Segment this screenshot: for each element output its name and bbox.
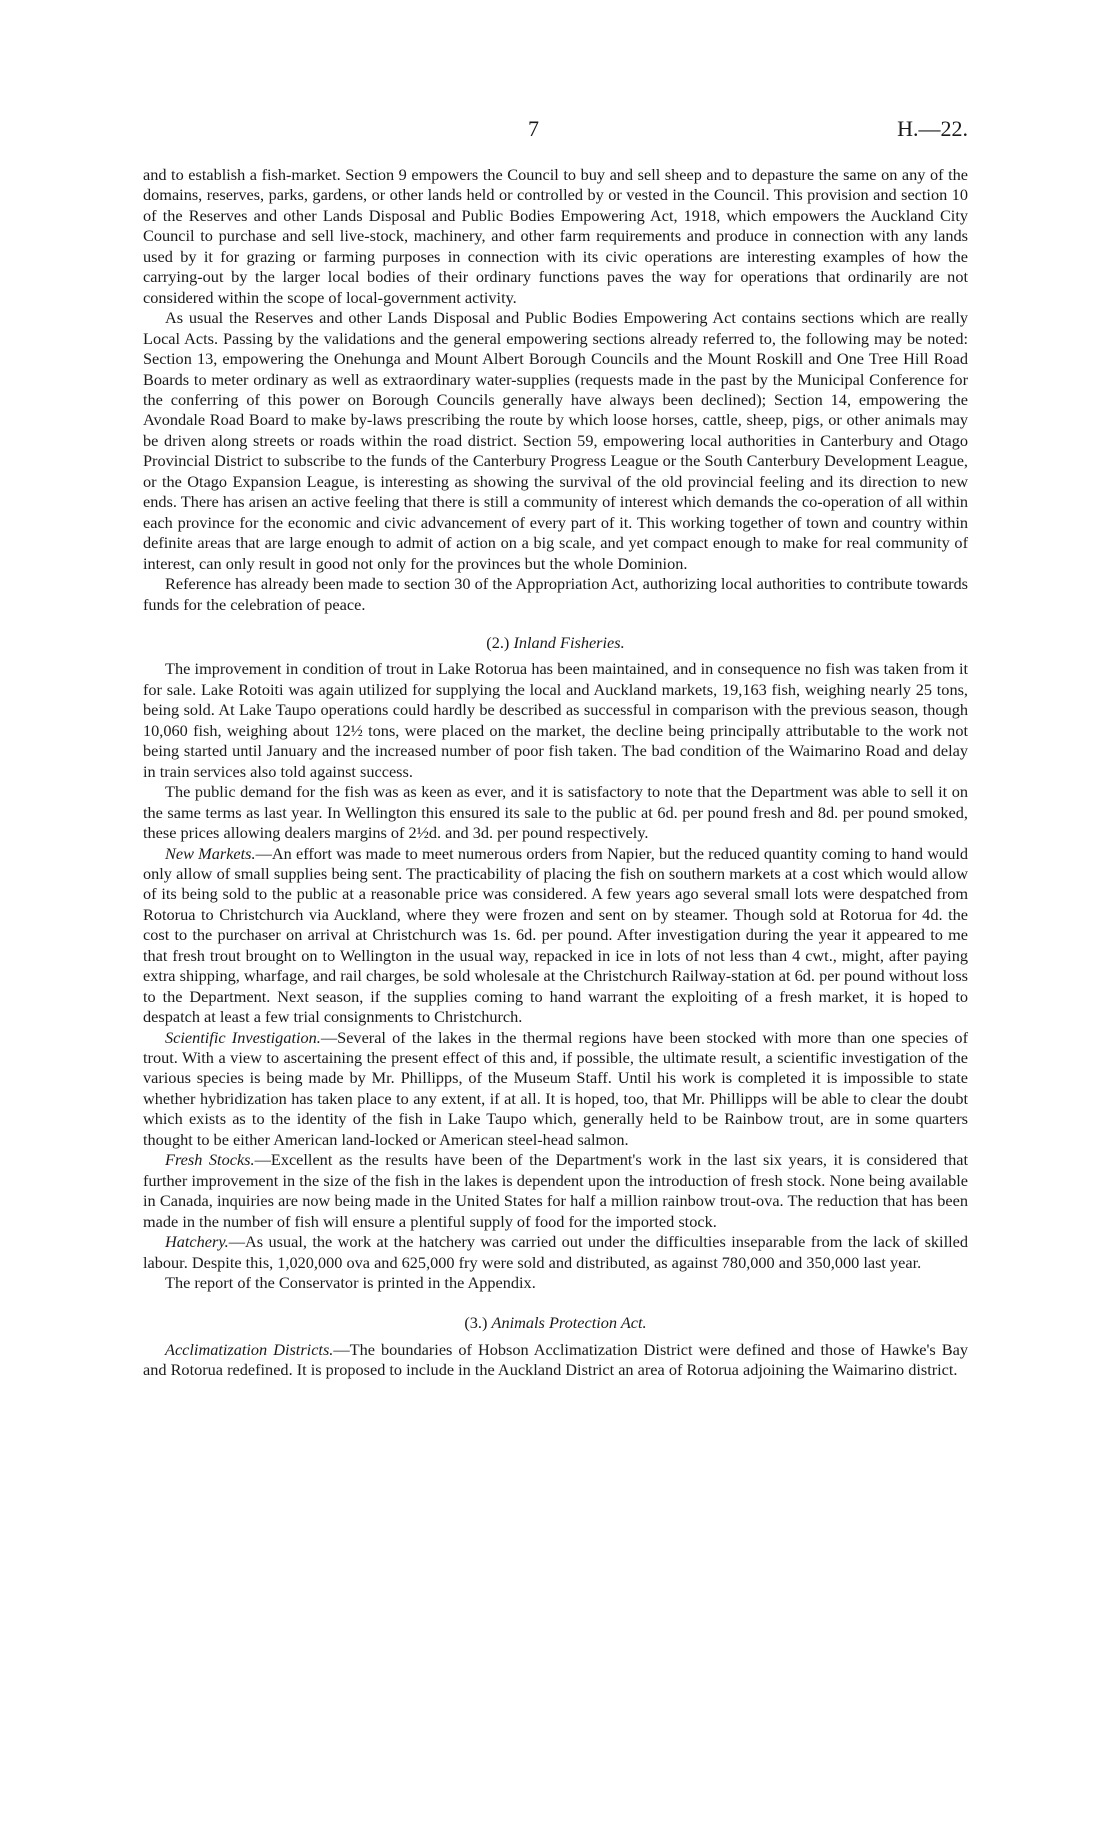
section-number: (3.) (464, 1313, 488, 1333)
section-number: (2.) (486, 632, 510, 652)
paragraph-text: —As usual, the work at the hatchery was carried out under the difficulties inseparable from the lack of skilled labour. Despite this, 1,020,000 ova and 625,000 fry were sold and distributed, as against 780,000 and 350,000 last year. (143, 1232, 968, 1272)
section-title: Inland Fisheries. (513, 632, 625, 652)
paragraph-lead: Scientific Investigation. (165, 1027, 321, 1047)
paragraph (143, 1340, 968, 1381)
paragraph (143, 1232, 968, 1273)
paragraph-lead: Acclimatization Districts. (165, 1339, 334, 1359)
paragraph: Reference has already been made to section 30 of the Appropriation Act, authorizing local authorities to contribute towards funds for the celebration of peace. (143, 574, 968, 614)
body-text (143, 165, 968, 1381)
paragraph-text: —The boundaries of Hobson Acclimatization District were defined and those of Hawke's Bay and Rotorua redefined. It is proposed to include in the Auckland District an area of Rotorua adjoining the Waimarino district. (143, 1339, 968, 1380)
paragraph: The public demand for the fish was as keen as ever, and it is satisfactory to note that the Department was able to sell it on the same terms as last year. In Wellington this ensured its sale to the public at 6d. per pound fresh and 8d. per pound smoked, these prices allowing dealers margins of 2½d. and 3d. per pound respectively. (143, 782, 968, 843)
document-reference: H.—22. (897, 116, 968, 141)
paragraph-lead: Fresh Stocks. (165, 1150, 255, 1170)
paragraph (143, 844, 968, 1028)
page-number: 7 (528, 116, 539, 141)
paragraph-text: —An effort was made to meet numerous orders from Napier, but the reduced quantity coming to hand would only allow of small supplies being sent. The practicability of placing the fish on southern markets at a cost which would allow of its being sold to the public at a reasonable price was considered. A few years ago several small lots were despatched from Rotorua to Christchurch via Auckland, where they were frozen and sent on by steamer. Though sold at Rotorua for 4d. the cost to the purchaser on arrival at Christchurch was 1s. 6d. per pound. After investigation during the year it appeared to me that fresh trout brought on to Wellington in the usual way, repacked in ice in lots of not less than 4 cwt., might, after paying extra shipping, wharfage, and rail charges, be sold wholesale at the Christchurch Railway-station at 6d. per pound without loss to the Department. Next season, if the supplies coming to hand warrant the exploiting of a fresh market, it is hoped to despatch at least a few trial consignments to Christchurch. (143, 843, 968, 1027)
paragraph-lead: Hatchery. (165, 1232, 229, 1252)
paragraph: and to establish a fish-market. Section 9 empowers the Council to buy and sell sheep and to depasture the same on any of the domains, reserves, parks, gardens, or other lands held or controlled by or vested in the Council. This provision and section 10 of the Reserves and other Lands Disposal and Public Bodies Empowering Act, 1918, which empowers the Auckland City Council to purchase and sell live-stock, machinery, and other farm requirements and produce in connection with any lands used by it for grazing or farming purposes in connection with its civic operations are interesting examples of how the carrying-out by the larger local bodies of their ordinary functions paves the way for operations that ordinarily are not considered within the scope of local-government activity. (143, 165, 968, 307)
paragraph: The report of the Conservator is printed in the Appendix. (165, 1273, 536, 1293)
paragraph-lead: New Markets. (165, 843, 256, 863)
paragraph: The improvement in condition of trout in Lake Rotorua has been maintained, and in consequence no fish was taken from it for sale. Lake Rotoiti was again utilized for supplying the local and Auckland markets, 19,163 fish, weighing nearly 25 tons, being sold. At Lake Taupo operations could hardly be described as successful in comparison with the previous season, though 10,060 fish, weighing about 12½ tons, were placed on the market, the decline being principally attributable to the work not being started until January and the increased number of poor fish taken. The bad condition of the Waimarino Road and delay in train services also told against success. (143, 659, 968, 781)
paragraph (143, 1028, 968, 1151)
section-title: Animals Protection Act. (491, 1313, 647, 1333)
section-heading-animals-protection-act (143, 1313, 968, 1333)
paragraph-text: —Excellent as the results have been of the Department's work in the last six years, it is considered that further improvement in the size of the fish in the lakes is dependent upon the introduction of fresh stock. None being available in Canada, inquiries are now being made in the United States for half a million rainbow trout-ova. The reduction that has been made in the number of fish will ensure a plentiful supply of food for the imported stock. (143, 1150, 968, 1231)
section-heading-inland-fisheries (143, 633, 968, 653)
paragraph: As usual the Reserves and other Lands Disposal and Public Bodies Empowering Act contains sections which are really Local Acts. Passing by the validations and the general empowering sections already referred to, the following may be noted: Section 13, empowering the Onehunga and Mount Albert Borough Councils and the Mount Roskill and One Tree Hill Road Boards to meter ordinary as well as extraordinary water-supplies (requests made in the past by the Municipal Conference for the conferring of this power on Borough Councils generally have always been declined); Section 14, empowering the Avondale Road Board to make by-laws prescribing the route by which loose horses, cattle, sheep, pigs, or other animals may be driven along streets or roads within the road district. Section 59, empowering local authorities in Canterbury and Otago Provincial District to subscribe to the funds of the Canterbury Progress League or the South Canterbury Development League, or the Otago Expansion League, is interesting as showing the survival of the old provincial feeling and its direction to new ends. There has arisen an active feeling that there is still a community of interest which demands the co-operation of all within each province for the economic and civic advancement of every part of it. This working together of town and country within definite areas that are large enough to admit of action on a big scale, and yet compact enough to make for real community of interest, can only result in good not only for the provinces but the whole Dominion. (143, 308, 968, 573)
page-header (0, 116, 1114, 148)
paragraph-text: —Several of the lakes in the thermal regions have been stocked with more than one species of trout. With a view to ascertaining the present effect of this and, if possible, the ultimate result, a scientific investigation of the various species is being made by Mr. Phillipps, of the Museum Staff. Until his work is completed it is impossible to state whether hybridization has taken place to any extent, if at all. It is hoped, too, that Mr. Phillipps will be able to clear the doubt which exists as to the identity of the fish in Lake Taupo which, generally held to be Rainbow trout, are in some quarters thought to be either American land-locked or American steel-head salmon. (143, 1027, 968, 1149)
paragraph (143, 1150, 968, 1232)
